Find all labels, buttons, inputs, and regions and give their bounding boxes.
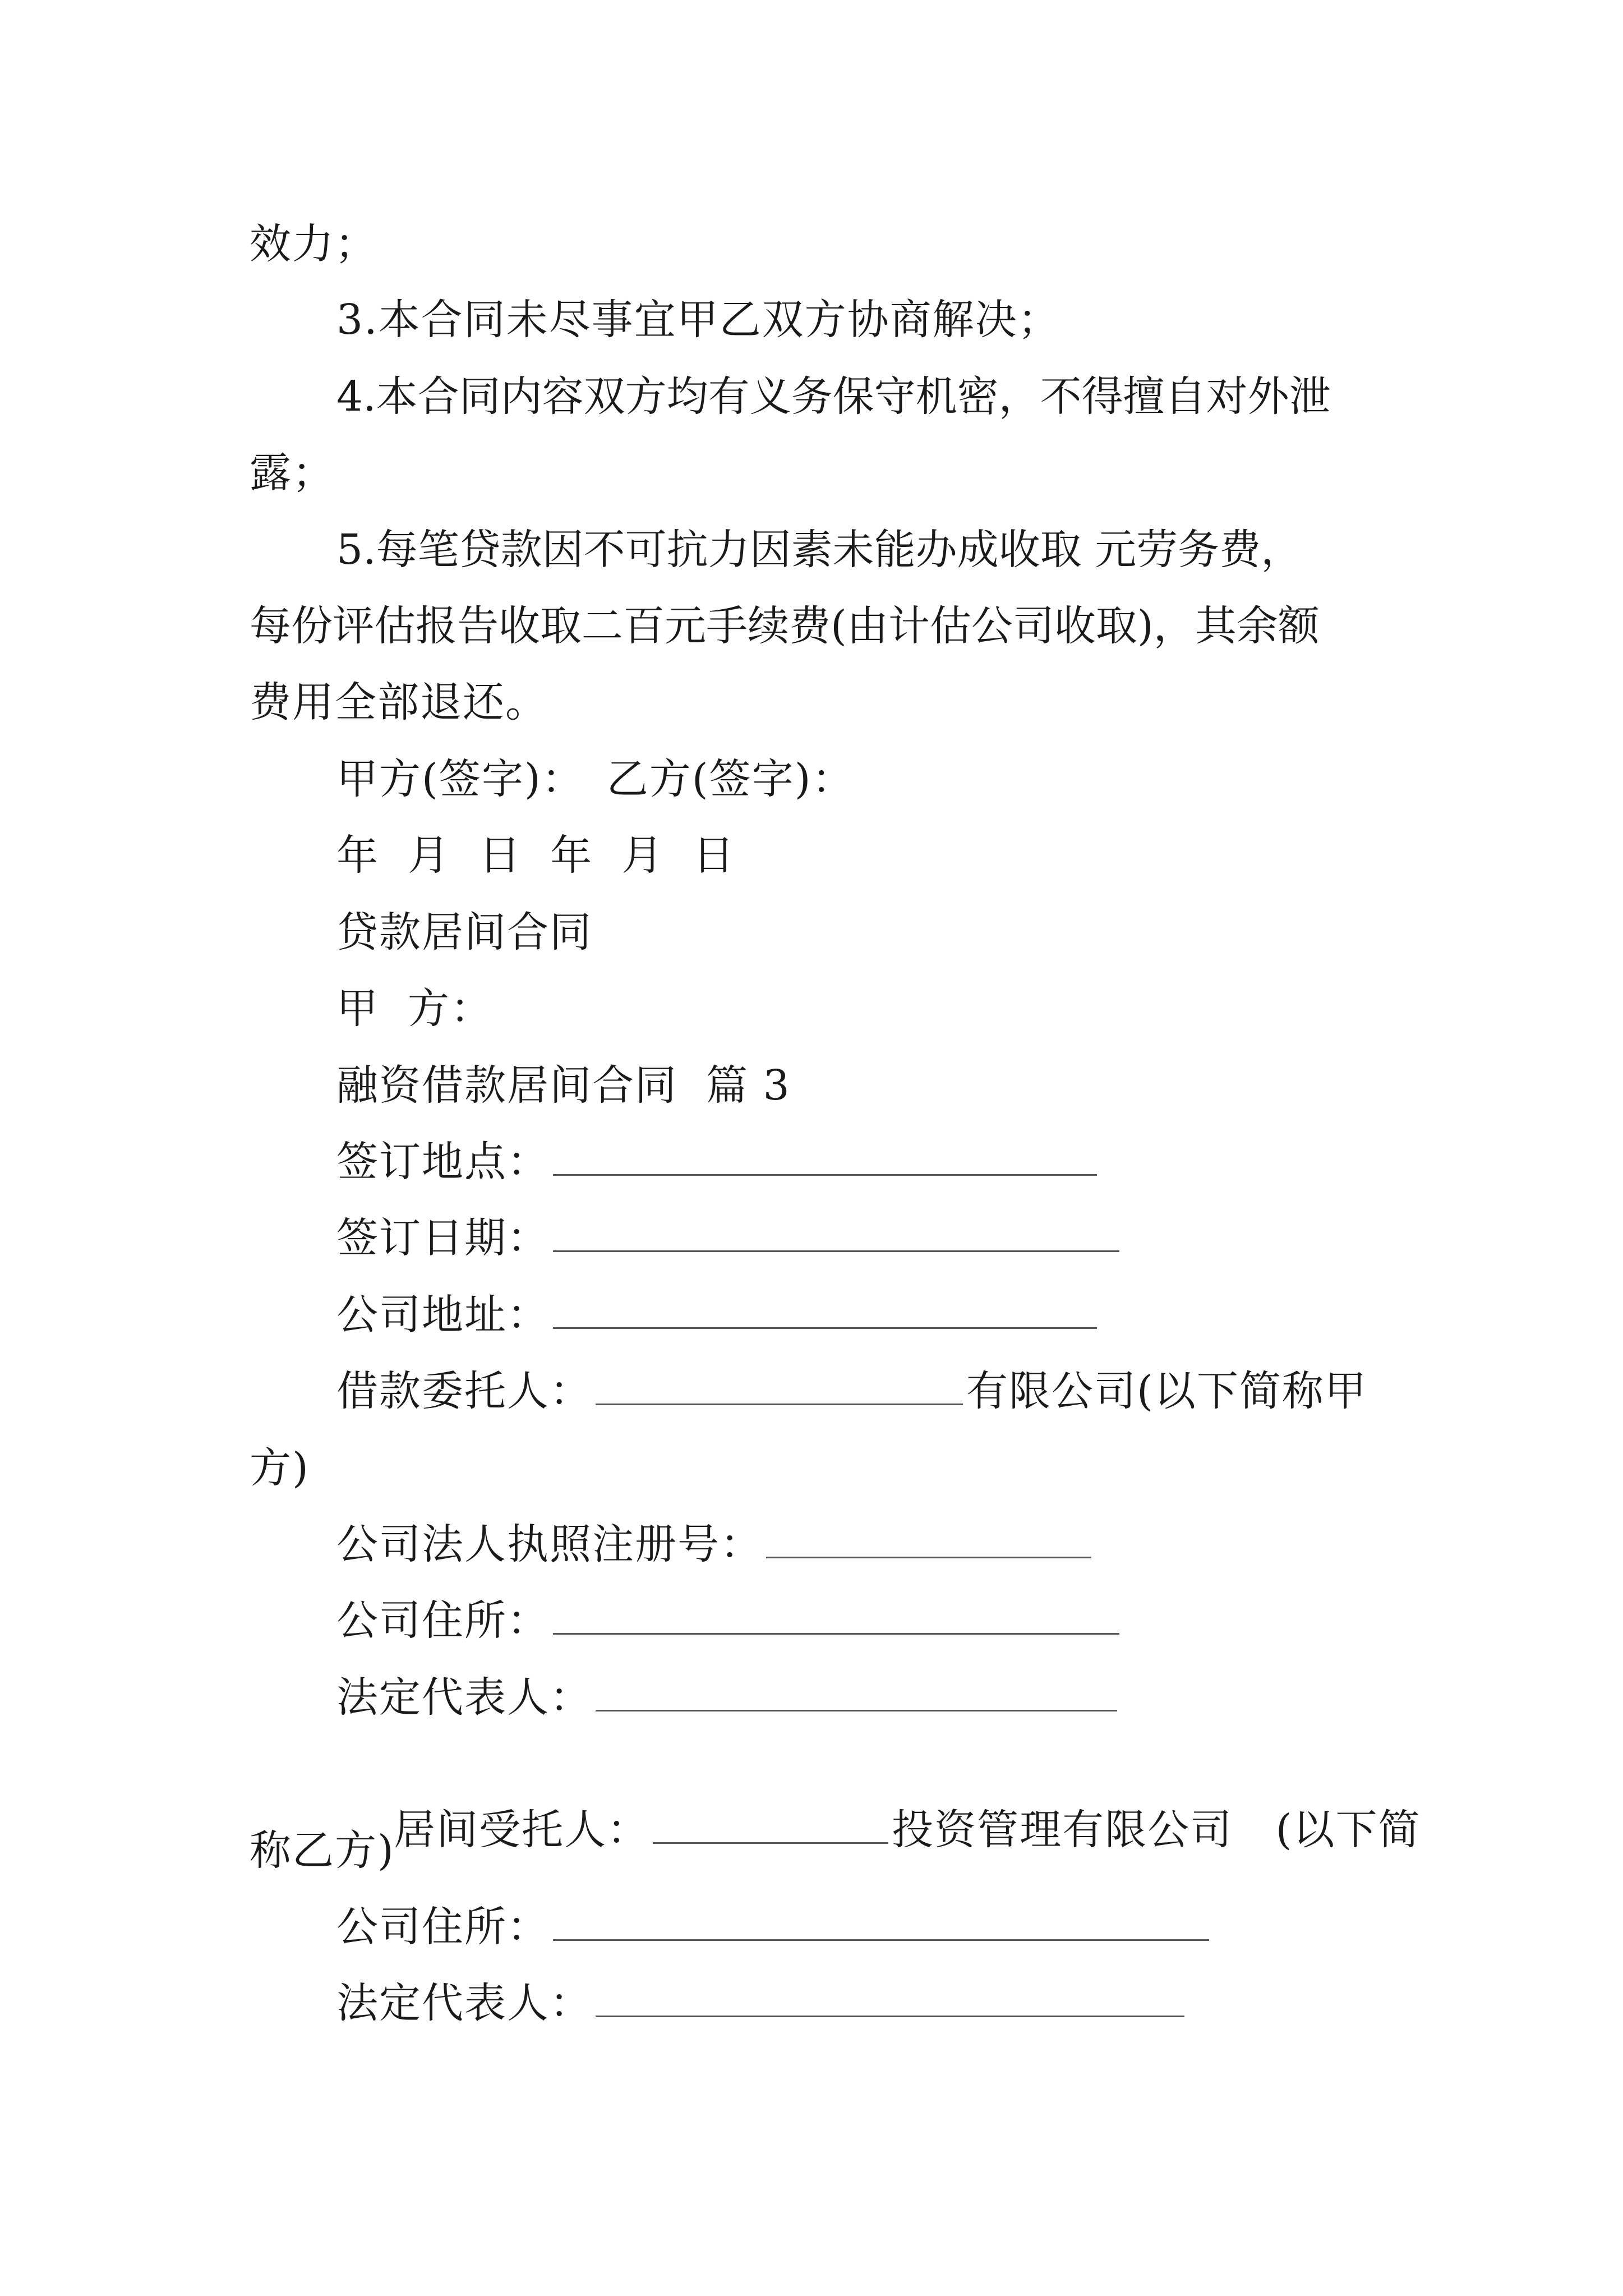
clause-5: 5.每笔贷款因不可抗力因素未能办成收取 元劳务费， <box>336 526 1303 574</box>
party-b-signature-label: 乙方(签字)： <box>606 755 855 803</box>
broker-row <box>336 1746 1421 1854</box>
broker-row-continued: 称乙方) <box>250 1826 395 1875</box>
party-a-label: 甲 方： <box>336 984 494 1033</box>
legal-rep-a-row <box>336 1669 1388 1726</box>
clause-5-continued: 每份评估报告收取二百元手续费(由计估公司收取)，其余额 <box>250 602 1320 650</box>
clause-3: 3.本合同未尽事宜甲乙双方协商解决； <box>336 296 1061 344</box>
residence-b-label: 公司住所： <box>336 1903 550 1951</box>
license-blank <box>766 1524 1091 1558</box>
residence-a-label: 公司住所： <box>336 1596 550 1645</box>
residence-a-row <box>336 1593 1388 1649</box>
company-address-row <box>336 1287 1388 1343</box>
sign-date-label: 签订日期： <box>336 1214 550 1262</box>
borrower-suffix: 有限公司(以下简称甲 <box>966 1367 1367 1415</box>
license-row <box>336 1516 1388 1572</box>
borrower-row-continued: 方) <box>250 1444 310 1492</box>
residence-b-row <box>336 1899 1388 1955</box>
legal-rep-a-blank <box>596 1677 1117 1711</box>
broker-suffix: 投资管理有限公司 (以下简 <box>892 1806 1421 1854</box>
legal-rep-b-row <box>336 1975 1388 2031</box>
clause-5-end: 费用全部退还。 <box>250 678 548 726</box>
legal-rep-b-label: 法定代表人： <box>336 1979 592 2027</box>
broker-label: 居间受托人： <box>394 1806 650 1854</box>
legal-rep-b-blank <box>596 1983 1184 2017</box>
date-line: 年 月 日 年 月 日 <box>336 831 736 880</box>
sign-place-label: 签订地点： <box>336 1138 550 1186</box>
license-label: 公司法人执照注册号： <box>336 1520 763 1568</box>
section-title: 贷款居间合同 <box>336 908 592 956</box>
clause-4: 4.本合同内容双方均有义务保守机密，不得擅自对外泄 <box>336 372 1331 421</box>
borrower-blank <box>596 1371 963 1405</box>
sign-date-row <box>336 1210 1388 1266</box>
party-a-signature-label: 甲方(签字)： <box>336 755 584 803</box>
legal-rep-a-label: 法定代表人： <box>336 1673 592 1722</box>
company-address-blank <box>553 1295 1097 1329</box>
residence-b-blank <box>553 1907 1209 1941</box>
sign-place-blank <box>553 1142 1097 1176</box>
signature-line <box>336 751 1388 807</box>
paragraph-line: 效力； <box>250 220 377 268</box>
company-address-label: 公司地址： <box>336 1291 550 1339</box>
residence-a-blank <box>553 1600 1119 1635</box>
contract-title: 融资借款居间合同 篇 3 <box>336 1061 791 1110</box>
clause-4-continued: 露； <box>250 449 335 497</box>
borrower-row <box>336 1363 1388 1419</box>
sign-date-blank <box>553 1218 1119 1252</box>
borrower-label: 借款委托人： <box>336 1367 592 1415</box>
sign-place-row <box>336 1134 1388 1190</box>
